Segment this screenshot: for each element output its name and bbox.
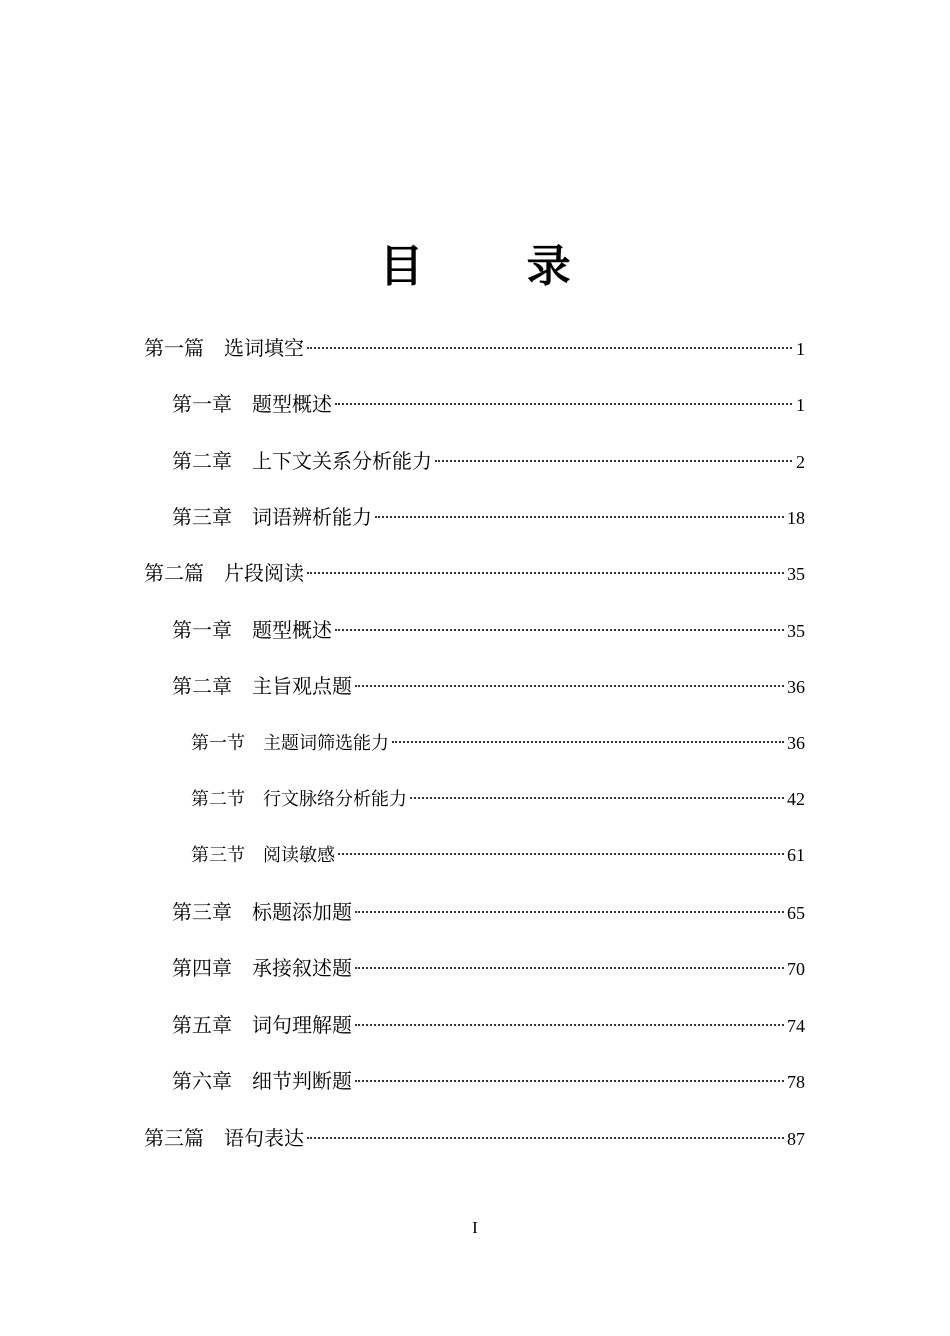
toc-entry-label: 第三节 xyxy=(191,845,245,866)
page-number: I xyxy=(472,1218,478,1237)
toc-entry-label: 第四章 xyxy=(172,956,232,980)
dot-leader xyxy=(307,572,784,574)
dot-leader xyxy=(375,516,784,518)
toc-entry-page: 65 xyxy=(787,903,805,923)
toc-entry-chapter[interactable] xyxy=(172,671,805,701)
dot-leader xyxy=(355,1024,784,1026)
toc-entry-chapter[interactable] xyxy=(172,1010,805,1040)
toc-entry-chapter[interactable] xyxy=(172,1066,805,1096)
toc-entry-page: 1 xyxy=(796,395,805,415)
toc-entry-title: 细节判断题 xyxy=(252,1069,352,1093)
toc-entry-chapter[interactable] xyxy=(172,502,805,532)
dot-leader xyxy=(307,1137,784,1139)
toc-entry-part-2[interactable] xyxy=(144,558,805,588)
dot-leader xyxy=(355,967,784,969)
toc-entry-title: 标题添加题 xyxy=(252,900,352,924)
toc-entry-title: 阅读敏感 xyxy=(263,845,335,866)
toc-entry-page: 78 xyxy=(787,1072,805,1092)
toc-entry-page: 87 xyxy=(787,1129,805,1149)
dot-leader xyxy=(410,797,784,799)
toc-entry-chapter[interactable] xyxy=(172,615,805,645)
toc-entry-page: 42 xyxy=(787,789,805,809)
toc-entry-part-1[interactable] xyxy=(144,333,805,363)
toc-entry-label: 第一篇 xyxy=(144,336,204,360)
toc-entry-title: 承接叙述题 xyxy=(252,956,352,980)
toc-entry-chapter[interactable] xyxy=(172,446,805,476)
toc-entry-title: 上下文关系分析能力 xyxy=(252,449,432,473)
toc-entry-part-3[interactable] xyxy=(144,1123,805,1153)
toc-entry-page: 70 xyxy=(787,959,805,979)
toc-entry-title: 词语辨析能力 xyxy=(252,505,372,529)
dot-leader xyxy=(355,1080,784,1082)
toc-entry-label: 第三篇 xyxy=(144,1126,204,1150)
toc-entry-page: 18 xyxy=(787,508,805,528)
toc-entry-page: 35 xyxy=(787,564,805,584)
toc-entry-title: 主旨观点题 xyxy=(252,674,352,698)
toc-entry-label: 第五章 xyxy=(172,1013,232,1037)
toc-entry-page: 1 xyxy=(796,339,805,359)
toc-entry-page: 35 xyxy=(787,621,805,641)
dot-leader xyxy=(335,403,792,405)
toc-entry-chapter[interactable] xyxy=(172,897,805,927)
toc-entry-label: 第二节 xyxy=(191,789,245,810)
toc-entry-label: 第三章 xyxy=(172,900,232,924)
dot-leader xyxy=(355,685,784,687)
toc-entry-label: 第二章 xyxy=(172,449,232,473)
toc-entry-title: 行文脉络分析能力 xyxy=(263,789,407,810)
dot-leader xyxy=(355,911,784,913)
dot-leader xyxy=(307,347,792,349)
toc-entry-page: 2 xyxy=(796,452,805,472)
dot-leader xyxy=(335,629,784,631)
toc-entry-title: 片段阅读 xyxy=(224,561,304,585)
page-title: 目 录 xyxy=(379,241,615,293)
toc-entry-title: 选词填空 xyxy=(224,336,304,360)
toc-entry-page: 36 xyxy=(787,677,805,697)
toc-entry-page: 61 xyxy=(787,845,805,865)
toc-entry-chapter[interactable] xyxy=(172,953,805,983)
toc-entry-title: 词句理解题 xyxy=(252,1013,352,1037)
toc-entry-label: 第一章 xyxy=(172,618,232,642)
toc-entry-label: 第一节 xyxy=(191,733,245,754)
toc-entry-section[interactable] xyxy=(191,728,805,758)
dot-leader xyxy=(392,741,784,743)
toc-entry-chapter[interactable] xyxy=(172,389,805,419)
toc-entry-section[interactable] xyxy=(191,784,805,814)
toc-entry-page: 36 xyxy=(787,733,805,753)
toc-entry-label: 第二篇 xyxy=(144,561,204,585)
toc-entry-page: 74 xyxy=(787,1016,805,1036)
toc-entry-section[interactable] xyxy=(191,840,805,870)
toc-entry-label: 第一章 xyxy=(172,392,232,416)
toc-entry-label: 第二章 xyxy=(172,674,232,698)
toc-entry-title: 主题词筛选能力 xyxy=(263,733,389,754)
toc-entry-label: 第三章 xyxy=(172,505,232,529)
toc-entry-label: 第六章 xyxy=(172,1069,232,1093)
toc-entry-title: 题型概述 xyxy=(252,392,332,416)
toc-entry-title: 语句表达 xyxy=(224,1126,304,1150)
dot-leader xyxy=(435,460,792,462)
dot-leader xyxy=(338,853,784,855)
toc-entry-title: 题型概述 xyxy=(252,618,332,642)
